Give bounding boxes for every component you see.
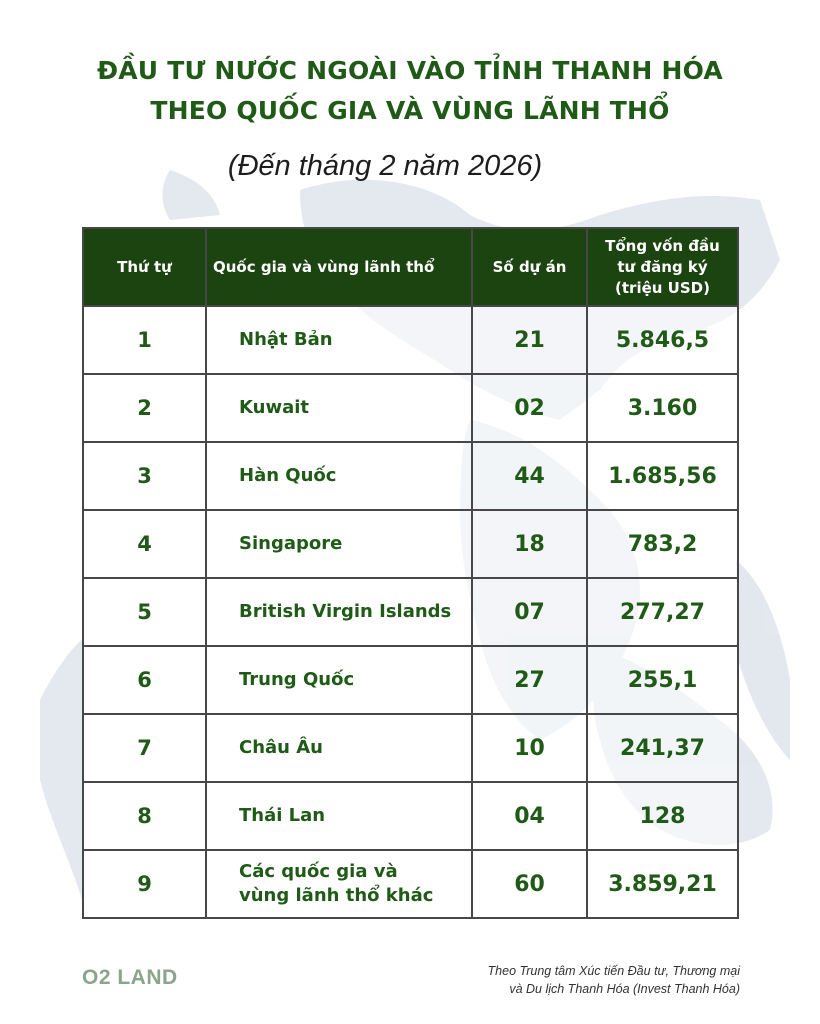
country-cell: Singapore bbox=[206, 510, 472, 578]
country-cell: Thái Lan bbox=[206, 782, 472, 850]
projects-cell: 02 bbox=[472, 374, 587, 442]
projects-cell: 10 bbox=[472, 714, 587, 782]
header-capital bbox=[587, 228, 738, 306]
country-cell: Trung Quốc bbox=[206, 646, 472, 714]
table-row bbox=[83, 578, 738, 646]
table-row bbox=[83, 714, 738, 782]
rank-cell: 9 bbox=[83, 850, 206, 918]
country-cell: Châu Âu bbox=[206, 714, 472, 782]
projects-cell: 60 bbox=[472, 850, 587, 918]
table-row bbox=[83, 442, 738, 510]
header-projects: Số dự án bbox=[472, 228, 587, 306]
header-capital-line1: Tổng vốn đầu bbox=[605, 236, 720, 255]
capital-cell: 3.859,21 bbox=[587, 850, 738, 918]
rank-cell: 6 bbox=[83, 646, 206, 714]
country-cell bbox=[206, 850, 472, 918]
capital-cell: 277,27 bbox=[587, 578, 738, 646]
header-country: Quốc gia và vùng lãnh thổ bbox=[206, 228, 472, 306]
table-row bbox=[83, 510, 738, 578]
source-line1: Theo Trung tâm Xúc tiến Đầu tư, Thương mại bbox=[487, 964, 740, 978]
page-subtitle: (Đến tháng 2 năm 2026) bbox=[227, 150, 543, 182]
source-note bbox=[420, 962, 740, 998]
page-title-line1: ĐẦU TƯ NƯỚC NGOÀI VÀO TỈNH THANH HÓA bbox=[97, 56, 723, 85]
country-cell: Nhật Bản bbox=[206, 306, 472, 374]
capital-cell: 1.685,56 bbox=[587, 442, 738, 510]
rank-cell: 2 bbox=[83, 374, 206, 442]
capital-cell: 255,1 bbox=[587, 646, 738, 714]
country-cell: Kuwait bbox=[206, 374, 472, 442]
table-row bbox=[83, 306, 738, 374]
projects-cell: 18 bbox=[472, 510, 587, 578]
projects-cell: 04 bbox=[472, 782, 587, 850]
rank-cell: 1 bbox=[83, 306, 206, 374]
projects-cell: 21 bbox=[472, 306, 587, 374]
brand-logo: O2 LAND bbox=[82, 966, 178, 989]
projects-cell: 44 bbox=[472, 442, 587, 510]
country-cell: British Virgin Islands bbox=[206, 578, 472, 646]
capital-cell: 241,37 bbox=[587, 714, 738, 782]
header-capital-line2: tư đăng ký bbox=[617, 257, 708, 276]
rank-cell: 5 bbox=[83, 578, 206, 646]
capital-cell: 128 bbox=[587, 782, 738, 850]
rank-cell: 3 bbox=[83, 442, 206, 510]
table-row bbox=[83, 850, 738, 918]
capital-cell: 3.160 bbox=[587, 374, 738, 442]
header-capital-line3: (triệu USD) bbox=[615, 278, 710, 297]
table-row bbox=[83, 782, 738, 850]
rank-cell: 8 bbox=[83, 782, 206, 850]
capital-cell: 783,2 bbox=[587, 510, 738, 578]
investment-table bbox=[82, 227, 739, 919]
country-line2: vùng lãnh thổ khác bbox=[239, 885, 434, 906]
country-cell: Hàn Quốc bbox=[206, 442, 472, 510]
header-rank: Thứ tự bbox=[83, 228, 206, 306]
table-row bbox=[83, 374, 738, 442]
capital-cell: 5.846,5 bbox=[587, 306, 738, 374]
page-title-line2: THEO QUỐC GIA VÀ VÙNG LÃNH THỔ bbox=[150, 96, 670, 125]
country-line1: Các quốc gia và bbox=[239, 861, 398, 882]
projects-cell: 07 bbox=[472, 578, 587, 646]
projects-cell: 27 bbox=[472, 646, 587, 714]
table-row bbox=[83, 646, 738, 714]
table-header-row bbox=[83, 228, 738, 306]
source-line2: và Du lịch Thanh Hóa (Invest Thanh Hóa) bbox=[509, 982, 740, 996]
rank-cell: 4 bbox=[83, 510, 206, 578]
rank-cell: 7 bbox=[83, 714, 206, 782]
